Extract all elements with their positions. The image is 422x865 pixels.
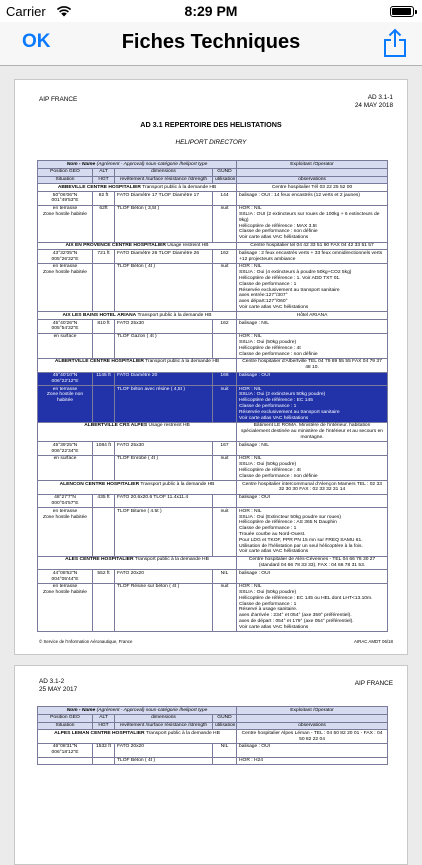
document-page (14, 665, 408, 865)
alt-cell (93, 583, 115, 631)
observations-cell: balisage : NIL (237, 320, 388, 334)
col-header-name: Nom - Name (Agrément - Approval) sous-catégorie /heliport type (38, 161, 237, 169)
alt-cell: 810 ft (93, 320, 115, 334)
alt-cell: 552 ft (93, 570, 115, 584)
col-header-surface: revêtement /surface résistance /strength (115, 176, 213, 184)
position-cell: en terrasse Zone hostile habitée (38, 263, 93, 311)
heliport-name-cell (38, 556, 237, 570)
table-row (38, 250, 388, 264)
observations-cell: HOR : NIL SSLIA : Oui (4 extincteurs à poudre 50kg+CO2 5kg) Hélicoptère de référence : 1. Voir ADD TXT 01. Classe de performance : 1 Réservée exclusivement au transport sanitaire axes entrée:127°/307° axes départ:127°/060° Voir carte atlas VAC hélistations (237, 263, 388, 311)
position-cell: 45°40'26"N 005°54'32"E (38, 320, 93, 334)
heliport-row[interactable] (38, 422, 388, 441)
page-title: Fiches Techniques (121, 31, 301, 53)
heliport-operator: Bâtiment LE ROMA. Ministère de l'intérieur. habitation spécialement destinée au ministère de l'intérieur et au secours en montagne. (237, 422, 388, 441)
page-header (15, 666, 407, 702)
heliport-row[interactable] (38, 242, 388, 250)
observations-cell: balisage : OUI (237, 372, 388, 386)
position-cell: 45°39'25"N 006°22'34"E (38, 442, 93, 456)
header-date: 25 MAY 2017 (39, 686, 78, 693)
gund-cell: nuit (213, 386, 237, 423)
table-row (38, 263, 388, 311)
dimensions-cell: TLOF Béton ( 4t ) (115, 757, 213, 765)
col-header-empty (237, 714, 388, 722)
col-header-observations: observations (237, 722, 388, 730)
heliport-type: Transport public à la demande HB (145, 730, 220, 736)
table-row (38, 442, 388, 456)
dimensions-cell: FATO Diamètre 20 (115, 372, 213, 386)
heliport-row[interactable] (38, 184, 388, 192)
gund-cell: nuit (213, 263, 237, 311)
observations-cell: HOR : NIL SSLIA : OUI (2 extincteurs sur roues de 100kg + 6 extincteurs de 9kg) Hélicoptère de référence : MAX 3.5t Classe de performance : non définie Voir carte atlas VAC hélistations (237, 205, 388, 242)
position-cell: en terrasse Zone hostile habitée (38, 205, 93, 242)
table-row (38, 205, 388, 242)
table-row (38, 508, 388, 556)
dimensions-cell: FATO Diamètre 17 TLOF Diamètre 17 (115, 192, 213, 206)
col-header-position: Position GEO (38, 168, 93, 176)
heliport-type: Usage restreint HB (148, 423, 190, 429)
observations-cell: HOR : NIL SSLIA : Oui (2 extincteurs 50kg poudre) Hélicoptère de référence : EC 145 Classe de performance : 1 Réservée exclusivement au transport sanitaire Voir carte atlas VAC hélistations (237, 386, 388, 423)
col-header-situation: Situation (38, 176, 93, 184)
observations-cell: balisage : NIL (237, 442, 388, 456)
heliport-operator: Centre hospitalier intercommunal d'Alençon Mamers TEL : 02 33 32 30 30 FAX : 02 33 32 31 14 (237, 481, 388, 495)
table-row (38, 333, 388, 358)
alt-cell (93, 263, 115, 311)
heliport-name-cell (38, 312, 237, 320)
dimensions-cell: FATO 20.6x20.6 TLOF 11.4x11.4 (115, 494, 213, 508)
ok-button[interactable]: OK (22, 31, 51, 52)
page-header (15, 80, 407, 116)
footer-copyright: © Service de l'Information Aéronautique, France (39, 639, 133, 644)
heliport-table (37, 160, 388, 632)
document-page (14, 79, 408, 655)
share-icon[interactable] (382, 28, 408, 58)
gund-cell: nuit (213, 583, 237, 631)
alt-cell: 82 ft (93, 192, 115, 206)
status-bar (0, 0, 422, 22)
dimensions-cell: TLOF Gazon ( 4t ) (115, 333, 213, 358)
alt-cell: 62ft (93, 205, 115, 242)
navigation-bar (0, 22, 422, 66)
dimensions-cell: TLOF béton avec résine ( 4,5t ) (115, 386, 213, 423)
gund-cell: 162 (213, 250, 237, 264)
observations-cell: HOR : NIL SSLIA : Oui (50kg poudre) Hélicoptère de référence : 4t Classe de performance : non définie (237, 455, 388, 480)
col-header-usage: utilisation (213, 176, 237, 184)
header-code: AD 3.1-1 (367, 94, 393, 101)
observations-cell: balisage : OUI (237, 743, 388, 757)
heliport-name-cell (38, 358, 237, 372)
header-ref (39, 678, 77, 694)
observations-cell: balisage : OUI : 14 feux encastrés (12 verts et 2 jaunes) (237, 192, 388, 206)
heliport-name: ALBERTVILLE CENTRE HOSPITALIER (54, 359, 144, 365)
position-cell: 44°08'52"N 004°05'44"E (38, 570, 93, 584)
col-header-alt: ALT (93, 714, 115, 722)
battery-level (392, 8, 411, 15)
gund-cell (213, 494, 237, 508)
heliport-row[interactable] (38, 730, 388, 744)
alt-cell: 1532 ft (93, 743, 115, 757)
heliport-type: Transport public à la demande HB (137, 312, 212, 318)
observations-cell: HOR : NIL SSLIA : Oui (Extincteur 50kg poudre sur roues) Hélicoptère de référence : AS 365 N Dauphin Classe de performance : 1 Trouée courbe au Nord-Ouest. Pour LDG et TKOF, PPR PN 15 mn sur FREQ SAMU 61. Utilisation de l'hélistation par un seul hélicoptère à la fois. Voir carte atlas VAC hélistations (237, 508, 388, 556)
position-cell: 50°06'06"N 001°49'53"E (38, 192, 93, 206)
dimensions-cell: FATO Diamètre 26 TLOF Diamètre 26 (115, 250, 213, 264)
heliport-row[interactable] (38, 481, 388, 495)
col-header-hgt: HGT (93, 176, 115, 184)
heliport-name-cell (38, 422, 237, 441)
carrier-label: Carrier (6, 4, 46, 19)
observations-cell: HOR : NIL SSLIA : Oui (50kg poudre) Hélicoptère de référence : EC 145 ou HEL dont LHT<13.10m. Classe de performance : 1 Réservé à usage sanitaire. axes d'arrivée : 234° et 054° (axe 359° préférentiel). axes de départ : 054° et 179° (axe 054° préférentiel). Voir carte atlas VAC hélistations (237, 583, 388, 631)
directory-subtitle: HELIPORT DIRECTORY (175, 139, 247, 146)
page-footer (39, 639, 393, 644)
dimensions-cell: TLOF Béton ( 3,5t ) (115, 205, 213, 242)
position-cell: en terrasse Zone hostile habitée (38, 508, 93, 556)
heliport-operator: Centre hospitalier tel 04 42 33 51 90 FAX 04 42 33 51 57 (237, 242, 388, 250)
observations-cell: balisage : OUI (237, 494, 388, 508)
table-row (38, 743, 388, 757)
table-row (38, 757, 388, 765)
position-cell: en terrasse Zone hostile habitée (38, 583, 93, 631)
dimensions-cell: TLOF Bitume ( 4.5t ) (115, 508, 213, 556)
heliport-operator: Hôtel ARIANA (237, 312, 388, 320)
heliport-name: ALBERTVILLE CRS ALPES (84, 423, 148, 429)
dimensions-cell: TLOF Béton ( 4t ) (115, 263, 213, 311)
gund-cell: 162 (213, 320, 237, 334)
heliport-table (37, 706, 388, 765)
table-row (38, 570, 388, 584)
gund-cell (213, 757, 237, 765)
heliport-name: ABBEVILLE CENTRE HOSPITALIER (57, 184, 141, 190)
alt-cell: 435 ft (93, 494, 115, 508)
header-aip: AIP FRANCE (39, 96, 78, 103)
clock: 8:29 PM (184, 3, 238, 19)
heliport-type: Usage restreint HB (167, 243, 209, 249)
gund-cell: 167 (213, 442, 237, 456)
heliport-row[interactable] (38, 312, 388, 320)
alt-cell (93, 455, 115, 480)
gund-cell: nuit (213, 455, 237, 480)
position-cell: 48°27'7"N 000°04'57"E (38, 494, 93, 508)
heliport-name-cell (38, 730, 237, 744)
dimensions-cell: TLOF Enrobé ( 4t ) (115, 455, 213, 480)
position-cell: 43°32'05"N 005°26'32"E (38, 250, 93, 264)
header-aip: AIP FRANCE (354, 680, 393, 687)
heliport-type: Transport public à la demande HB (134, 557, 209, 563)
col-header-surface: revêtement /surface résistance /strength (115, 722, 213, 730)
col-header-position: Position GEO (38, 714, 93, 722)
gund-cell: 144 (213, 192, 237, 206)
observations-cell: HOR : H24 (237, 757, 388, 765)
dimensions-cell: FATO 20x20 (115, 743, 213, 757)
heliport-operator: Centre hospitalier d'Albertville TEL 04 79 89 55 55 FAX 04 79 37 48 10. (237, 358, 388, 372)
heliport-name: AIX EN PROVENCE CENTRE HOSPITALIER (65, 243, 166, 249)
position-cell: 45°40'10"N 006°22'12"E (38, 372, 93, 386)
heliport-type: Transport public à la demande HB (140, 481, 215, 487)
gund-cell: nuit (213, 508, 237, 556)
gund-cell: 166 (213, 372, 237, 386)
alt-cell (93, 757, 115, 765)
col-header-gund: GUND (213, 714, 237, 722)
heliport-name-cell (38, 242, 237, 250)
table-row (38, 455, 388, 480)
position-cell: 46°08'31"N 006°18'12"E (38, 743, 93, 757)
dimensions-cell: FATO 20x20 (115, 570, 213, 584)
observations-cell: balisage : OUI (237, 570, 388, 584)
heliport-operator: Centre hospitalier de Alès-Cévennes - TEL 04 66 78 30 27 (standard 04 66 78 33 33). FAX : 04 66 78 31 53. (237, 556, 388, 570)
col-header-situation: Situation (38, 722, 93, 730)
table-row (38, 192, 388, 206)
dimensions-cell: FATO 25x30 (115, 320, 213, 334)
table-row (38, 372, 388, 386)
pdf-viewer[interactable] (0, 67, 422, 764)
heliport-type: Transport public à la demande HB (145, 359, 220, 365)
battery-icon (390, 6, 414, 17)
heliport-name: AIX LES BAINS HOTEL ARIANA (62, 312, 137, 318)
position-cell: en surface (38, 455, 93, 480)
table-row (38, 583, 388, 631)
table-row (38, 320, 388, 334)
position-cell (38, 757, 93, 765)
dimensions-cell: FATO 25x30 (115, 442, 213, 456)
gund-cell: NIL (213, 743, 237, 757)
header-ref (355, 94, 393, 110)
alt-cell: 1145 ft (93, 372, 115, 386)
heliport-operator: Centre hospitalier Tél 03 22 25 52 00 (237, 184, 388, 192)
header-code: AD 3.1-2 (39, 678, 65, 685)
col-header-empty (237, 168, 388, 176)
gund-cell (213, 333, 237, 358)
heliport-name: ALES CENTRE HOSPITALIER (65, 557, 134, 563)
directory-title: AD 3.1 REPERTOIRE DES HELISTATIONS (140, 120, 282, 129)
col-header-alt: ALT (93, 168, 115, 176)
heliport-operator: Centre hospitalier Alpes Léman - TEL : 04 50 82 20 01 - FAX : 04 50 82 22 04 (237, 730, 388, 744)
heliport-name: ALENCON CENTRE HOSPITALIER (59, 481, 140, 487)
observations-cell: HOR : NIL SSLIA : Oui (50kg poudre) Hélicoptère de référence : 4t Classe de performance : non définie (237, 333, 388, 358)
heliport-name-cell (38, 481, 237, 495)
col-header-name: Nom - Name (Agrément - Approval) sous-catégorie /heliport type (38, 707, 237, 715)
col-header-operator: Exploitant /Operator (237, 161, 388, 169)
table-row (38, 386, 388, 423)
heliport-row[interactable] (38, 358, 388, 372)
col-header-gund: GUND (213, 168, 237, 176)
alt-cell (93, 386, 115, 423)
col-header-dimensions: dimensions (115, 168, 213, 176)
footer-airac: AIRAC AMDT 06/18 (354, 639, 393, 644)
gund-cell: NIL (213, 570, 237, 584)
position-cell: en surface (38, 333, 93, 358)
col-header-usage: utilisation (213, 722, 237, 730)
col-header-operator: Exploitant /Operator (237, 707, 388, 715)
alt-cell (93, 508, 115, 556)
position-cell: en terrasse Zone hostile non habitée (38, 386, 93, 423)
dimensions-cell: TLOF Résine sur béton ( 4t ) (115, 583, 213, 631)
observations-cell: balisage : 2 feux encastrés verts + 33 feux omnidirectionnels verts +12 projecteurs ambiance (237, 250, 388, 264)
table-row (38, 494, 388, 508)
col-header-hgt: HGT (93, 722, 115, 730)
col-header-dimensions: dimensions (115, 714, 213, 722)
heliport-name-cell (38, 184, 237, 192)
gund-cell: nuit (213, 205, 237, 242)
alt-cell: 1084 ft (93, 442, 115, 456)
heliport-type: Transport public à la demande HB (142, 184, 217, 190)
heliport-row[interactable] (38, 556, 388, 570)
alt-cell (93, 333, 115, 358)
header-date: 24 MAY 2018 (354, 102, 393, 109)
heliport-name: ALPES LEMAN CENTRE HOSPITALIER (54, 730, 145, 736)
col-header-observations: observations (237, 176, 388, 184)
alt-cell: 721 ft (93, 250, 115, 264)
